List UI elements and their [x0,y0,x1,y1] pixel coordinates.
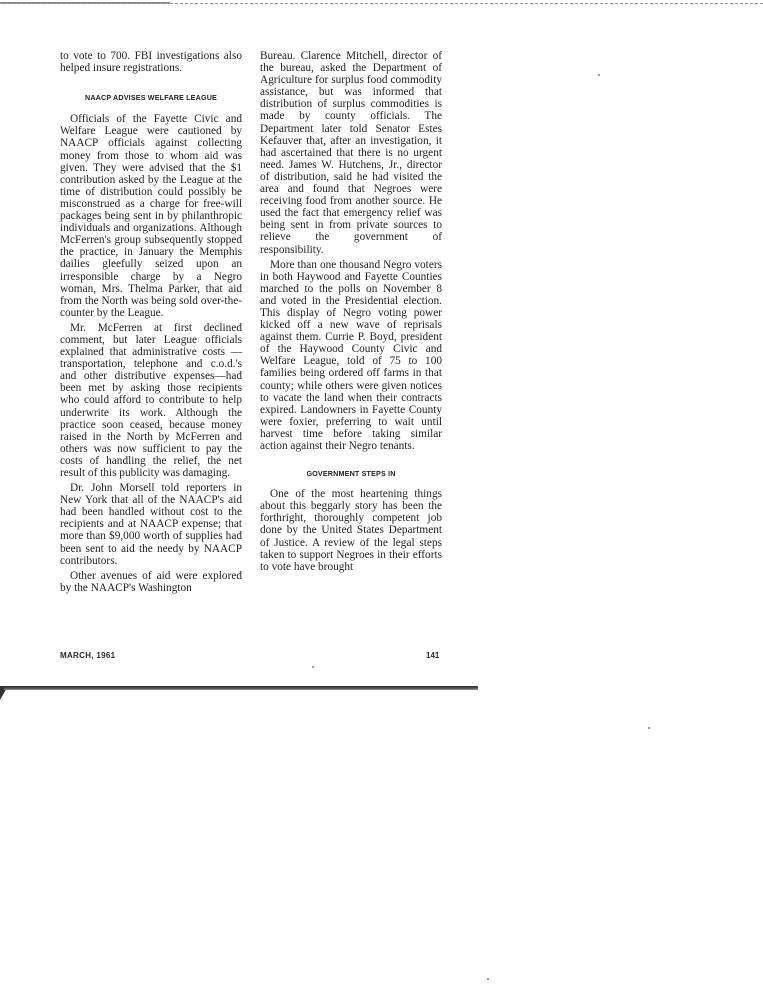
paragraph: Dr. John Morsell told reporters in New York that all of the NAACP's aid had been handled without cost to the recipients and at NAACP expense; that more than $9,000 worth of supplies had been sent to aid the needy by NAACP contributors. [60,482,242,567]
scan-speck [312,666,314,668]
footer-date: MARCH, 1961 [60,651,116,660]
section-heading: NAACP ADVISES WELFARE LEAGUE [85,93,217,103]
section-heading: GOVERNMENT STEPS IN [306,469,396,479]
paragraph: More than one thousand Negro voters in both Haywood and Fayette Counties marched to the polls on November 8 and voted in the Presidential election. This display of Negro voting power kicked off a new wave of reprisals against them. Currie P. Boyd, president of the Haywood County Civic and Welfare League, told of 75 to 100 families being ordered off farms in that county; while others were given notices to vacate the land when their contracts expired. Landowners in Fayette County were foxier, preferring to wait until harvest time before taking similar action against their Negro tenants. [260,258,442,452]
paragraph: One of the most heartening things about this beggarly story has been the forthright, thoroughly competent job done by the United States Department of Justice. A review of the legal steps taken to support Negroes in their efforts to vote have brought [260,488,442,573]
paragraph: Bureau. Clarence Mitchell, director of the bureau, asked the Department of Agriculture for surplus food commodity assistance, but was informed that distribution of surplus commodities is made by county officials. The Department later told Senator Estes Kefauver that, after an investigation, it had ascertained that there is no urgent need. James W. Hutchens, Jr., director of distribution, said he had visited the area and found that Negroes were receiving food from another source. He used the fact that emergency relief was being sent in from private sources to relieve the government of responsibility. [260,50,442,256]
bottom-rule [4,686,478,690]
scan-top-rule [0,3,763,4]
scan-speck [598,74,600,76]
paragraph: Mr. McFerren at first declined comment, but later League officials explained that administrative costs — transportation, telephone and c.o.d.'s and other distributive expenses—had been met by asking those recipients who could afford to contribute to help underwrite its work. Although the practice soon ceased, because money raised in the North by McFerren and others was now sufficient to pay the costs of handling the relief, the net result of this publicity was damaging. [60,321,242,479]
paragraph: Other avenues of aid were explored by the NAACP's Washington [60,569,242,594]
paragraph: to vote to 700. FBI investigations also helped insure registrations. [60,50,242,75]
right-column [260,50,442,576]
scan-speck [487,978,489,980]
page-number: 141 [426,651,440,660]
paragraph: Officials of the Fayette Civic and Welfare League were cautioned by NAACP officials against collecting money from those to whom aid was given. They were advised that the $1 contribution asked by the League at the time of distribution could possibly be misconstrued as a charge for free-will packages being sent in by philanthropic individuals and organizations. Although McFerren's group subsequently stopped the practice, in January the Memphis dailies gleefully seized upon an irresponsible charge by a Negro woman, Mrs. Thelma Parker, that aid from the North was being sold over-the-counter by the League. [60,113,242,319]
left-column [60,50,242,597]
scan-speck [648,727,650,729]
